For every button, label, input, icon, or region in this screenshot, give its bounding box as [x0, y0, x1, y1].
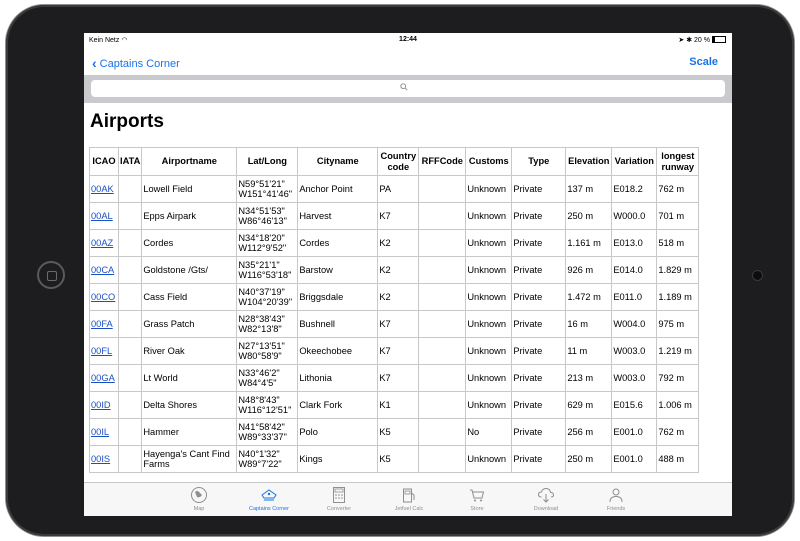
runway-cell: 518 m — [657, 230, 699, 257]
rffcode-cell — [419, 338, 466, 365]
elevation-cell: 1.161 m — [566, 230, 612, 257]
cityname-cell: Okeechobee — [298, 338, 378, 365]
cityname-cell: Clark Fork — [298, 392, 378, 419]
icao-link[interactable]: 00FL — [90, 338, 119, 365]
type-cell: Private — [512, 392, 566, 419]
table-row — [90, 284, 699, 311]
customs-cell: Unknown — [466, 446, 512, 473]
tab-captains-corner[interactable] — [234, 486, 304, 512]
battery-icon — [712, 36, 726, 43]
type-cell: Private — [512, 203, 566, 230]
airportname-cell: Delta Shores — [142, 392, 237, 419]
rffcode-cell — [419, 392, 466, 419]
latlong-cell: N59°51'21" W151°41'46" — [237, 176, 298, 203]
tab-label-captains-corner: Captains Corner — [248, 506, 290, 512]
latlong-cell: N34°18'20" W112°9'52" — [237, 230, 298, 257]
country-code-cell: K7 — [378, 338, 419, 365]
scale-button[interactable]: Scale — [689, 56, 718, 68]
carrier-label: Kein Netz — [89, 37, 120, 44]
table-row — [90, 311, 699, 338]
customs-cell: Unknown — [466, 257, 512, 284]
rffcode-cell — [419, 230, 466, 257]
search-input[interactable] — [91, 80, 725, 97]
variation-cell: E013.0 — [612, 230, 657, 257]
page-title: Airports — [90, 111, 164, 132]
cityname-cell: Briggsdale — [298, 284, 378, 311]
table-header-row — [90, 148, 699, 176]
tab-store[interactable] — [442, 486, 512, 512]
type-cell: Private — [512, 176, 566, 203]
variation-cell: E001.0 — [612, 419, 657, 446]
latlong-cell: N28°38'43" W82°13'8" — [237, 311, 298, 338]
iata-cell — [119, 284, 142, 311]
rffcode-cell — [419, 257, 466, 284]
customs-cell: Unknown — [466, 392, 512, 419]
table-row — [90, 419, 699, 446]
customs-cell: No — [466, 419, 512, 446]
cityname-cell: Anchor Point — [298, 176, 378, 203]
icao-link[interactable]: 00ID — [90, 392, 119, 419]
latlong-cell: N41°58'42" W89°33'37" — [237, 419, 298, 446]
icao-link[interactable]: 00AL — [90, 203, 119, 230]
people-icon — [607, 486, 625, 504]
customs-cell: Unknown — [466, 176, 512, 203]
column-header-longest-runway[interactable]: longest runway — [657, 148, 699, 176]
customs-cell: Unknown — [466, 203, 512, 230]
tab-friends[interactable] — [581, 486, 651, 512]
elevation-cell: 11 m — [566, 338, 612, 365]
column-header-elevation[interactable]: Elevation — [566, 148, 612, 176]
elevation-cell: 137 m — [566, 176, 612, 203]
wifi-icon: ◠ — [121, 37, 128, 44]
country-code-cell: K5 — [378, 419, 419, 446]
column-header-latlong[interactable]: Lat/Long — [237, 148, 298, 176]
variation-cell: E014.0 — [612, 257, 657, 284]
cloud-download-icon — [537, 486, 555, 504]
runway-cell: 975 m — [657, 311, 699, 338]
airportname-cell: Hammer — [142, 419, 237, 446]
home-button[interactable] — [37, 261, 65, 289]
airports-content — [84, 105, 732, 482]
rffcode-cell — [419, 176, 466, 203]
battery-percent: 20 % — [694, 37, 710, 44]
column-header-airportname[interactable]: Airportname — [142, 148, 237, 176]
cart-icon — [468, 486, 486, 504]
column-header-type[interactable]: Type — [512, 148, 566, 176]
customs-cell: Unknown — [466, 284, 512, 311]
runway-cell: 762 m — [657, 176, 699, 203]
column-header-variation[interactable]: Variation — [612, 148, 657, 176]
latlong-cell: N27°13'51" W80°58'9" — [237, 338, 298, 365]
cityname-cell: Lithonia — [298, 365, 378, 392]
chevron-left-icon: ‹ — [92, 55, 97, 71]
runway-cell: 701 m — [657, 203, 699, 230]
elevation-cell: 16 m — [566, 311, 612, 338]
type-cell: Private — [512, 338, 566, 365]
runway-cell: 1.829 m — [657, 257, 699, 284]
elevation-cell: 629 m — [566, 392, 612, 419]
country-code-cell: K2 — [378, 230, 419, 257]
icao-link[interactable]: 00GA — [90, 365, 119, 392]
iata-cell — [119, 392, 142, 419]
tab-label-download: Download — [533, 506, 559, 512]
calculator-icon — [330, 486, 348, 504]
icao-link[interactable]: 00IS — [90, 446, 119, 473]
airportname-cell: Cass Field — [142, 284, 237, 311]
country-code-cell: K5 — [378, 446, 419, 473]
back-button[interactable] — [92, 55, 180, 71]
variation-cell: E018.2 — [612, 176, 657, 203]
column-header-iata[interactable]: IATA — [119, 148, 142, 176]
variation-cell: W004.0 — [612, 311, 657, 338]
type-cell: Private — [512, 365, 566, 392]
runway-cell: 1.189 m — [657, 284, 699, 311]
back-button-label: Captains Corner — [99, 58, 180, 70]
icao-link[interactable]: 00AK — [90, 176, 119, 203]
type-cell: Private — [512, 311, 566, 338]
iata-cell — [119, 365, 142, 392]
table-row — [90, 365, 699, 392]
column-header-cityname[interactable]: Cityname — [298, 148, 378, 176]
tab-bar — [84, 482, 732, 516]
iata-cell — [119, 176, 142, 203]
clock: 12:44 — [399, 36, 417, 43]
variation-cell: E015.6 — [612, 392, 657, 419]
fuel-pump-icon — [400, 486, 418, 504]
country-code-cell: K7 — [378, 203, 419, 230]
type-cell: Private — [512, 230, 566, 257]
tab-label-friends: Friends — [606, 506, 626, 512]
elevation-cell: 1.472 m — [566, 284, 612, 311]
country-code-cell: K2 — [378, 257, 419, 284]
table-row — [90, 257, 699, 284]
runway-cell: 1.219 m — [657, 338, 699, 365]
icao-link[interactable]: 00AZ — [90, 230, 119, 257]
tab-download[interactable] — [511, 486, 581, 512]
tab-jetfuel-calc[interactable] — [374, 486, 444, 512]
cityname-cell: Barstow — [298, 257, 378, 284]
globe-icon — [190, 486, 208, 504]
table-row — [90, 392, 699, 419]
table-row — [90, 230, 699, 257]
column-header-rffcode[interactable]: RFFCode — [419, 148, 466, 176]
airportname-cell: River Oak — [142, 338, 237, 365]
icao-link[interactable]: 00CO — [90, 284, 119, 311]
variation-cell: E001.0 — [612, 446, 657, 473]
iata-cell — [119, 338, 142, 365]
type-cell: Private — [512, 257, 566, 284]
tab-label-store: Store — [470, 506, 484, 512]
rffcode-cell — [419, 203, 466, 230]
latlong-cell: N48°8'43" W116°12'51" — [237, 392, 298, 419]
tab-label-map: Map — [193, 506, 205, 512]
runway-cell: 1.006 m — [657, 392, 699, 419]
rffcode-cell — [419, 311, 466, 338]
customs-cell: Unknown — [466, 230, 512, 257]
rffcode-cell — [419, 419, 466, 446]
cityname-cell: Bushnell — [298, 311, 378, 338]
battery-status — [678, 36, 726, 44]
country-code-cell: K2 — [378, 284, 419, 311]
customs-cell: Unknown — [466, 311, 512, 338]
variation-cell: W000.0 — [612, 203, 657, 230]
table-row — [90, 446, 699, 473]
latlong-cell: N34°51'53" W86°46'13" — [237, 203, 298, 230]
search-icon — [400, 83, 408, 91]
country-code-cell: K1 — [378, 392, 419, 419]
icao-link[interactable]: 00FA — [90, 311, 119, 338]
country-code-cell: K7 — [378, 311, 419, 338]
airportname-cell: Epps Airpark — [142, 203, 237, 230]
ipad-device-frame — [6, 5, 794, 536]
iata-cell — [119, 203, 142, 230]
column-header-country-code[interactable]: Country code — [378, 148, 419, 176]
variation-cell: W003.0 — [612, 338, 657, 365]
iata-cell — [119, 419, 142, 446]
elevation-cell: 250 m — [566, 446, 612, 473]
captain-hat-icon — [260, 486, 278, 504]
cityname-cell: Kings — [298, 446, 378, 473]
type-cell: Private — [512, 284, 566, 311]
table-row — [90, 338, 699, 365]
latlong-cell: N33°46'2" W84°4'5" — [237, 365, 298, 392]
tab-map[interactable] — [164, 486, 234, 512]
runway-cell: 792 m — [657, 365, 699, 392]
variation-cell: W003.0 — [612, 365, 657, 392]
cityname-cell: Harvest — [298, 203, 378, 230]
cityname-cell: Cordes — [298, 230, 378, 257]
country-code-cell: PA — [378, 176, 419, 203]
rffcode-cell — [419, 365, 466, 392]
rffcode-cell — [419, 446, 466, 473]
airportname-cell: Grass Patch — [142, 311, 237, 338]
navigation-bar — [84, 51, 732, 73]
airports-table — [89, 147, 699, 473]
iata-cell — [119, 257, 142, 284]
column-header-icao[interactable]: ICAO — [90, 148, 119, 176]
status-bar — [84, 33, 732, 47]
tab-label-converter: Converter — [326, 506, 352, 512]
airportname-cell: Lt World — [142, 365, 237, 392]
elevation-cell: 926 m — [566, 257, 612, 284]
search-bar — [84, 75, 732, 103]
iata-cell — [119, 311, 142, 338]
table-row — [90, 176, 699, 203]
variation-cell: E011.0 — [612, 284, 657, 311]
elevation-cell: 213 m — [566, 365, 612, 392]
customs-cell: Unknown — [466, 338, 512, 365]
airportname-cell: Hayenga's Cant Find Farms — [142, 446, 237, 473]
rffcode-cell — [419, 284, 466, 311]
latlong-cell: N35°21'1" W116°53'18" — [237, 257, 298, 284]
icao-link[interactable]: 00CA — [90, 257, 119, 284]
iata-cell — [119, 446, 142, 473]
cityname-cell: Polo — [298, 419, 378, 446]
bluetooth-icon: ✱ — [686, 37, 693, 44]
table-row — [90, 203, 699, 230]
type-cell: Private — [512, 419, 566, 446]
customs-cell: Unknown — [466, 365, 512, 392]
country-code-cell: K7 — [378, 365, 419, 392]
front-camera — [752, 270, 763, 281]
elevation-cell: 256 m — [566, 419, 612, 446]
latlong-cell: N40°37'19" W104°20'39" — [237, 284, 298, 311]
column-header-customs[interactable]: Customs — [466, 148, 512, 176]
runway-cell: 762 m — [657, 419, 699, 446]
runway-cell: 488 m — [657, 446, 699, 473]
airportname-cell: Cordes — [142, 230, 237, 257]
screen — [84, 33, 732, 516]
tab-label-jetfuel-calc: Jetfuel Calc — [394, 506, 424, 512]
airportname-cell: Lowell Field — [142, 176, 237, 203]
type-cell: Private — [512, 446, 566, 473]
airportname-cell: Goldstone /Gts/ — [142, 257, 237, 284]
elevation-cell: 250 m — [566, 203, 612, 230]
location-icon: ➤ — [678, 37, 685, 44]
latlong-cell: N40°1'32" W89°7'22" — [237, 446, 298, 473]
icao-link[interactable]: 00IL — [90, 419, 119, 446]
tab-converter[interactable] — [304, 486, 374, 512]
iata-cell — [119, 230, 142, 257]
